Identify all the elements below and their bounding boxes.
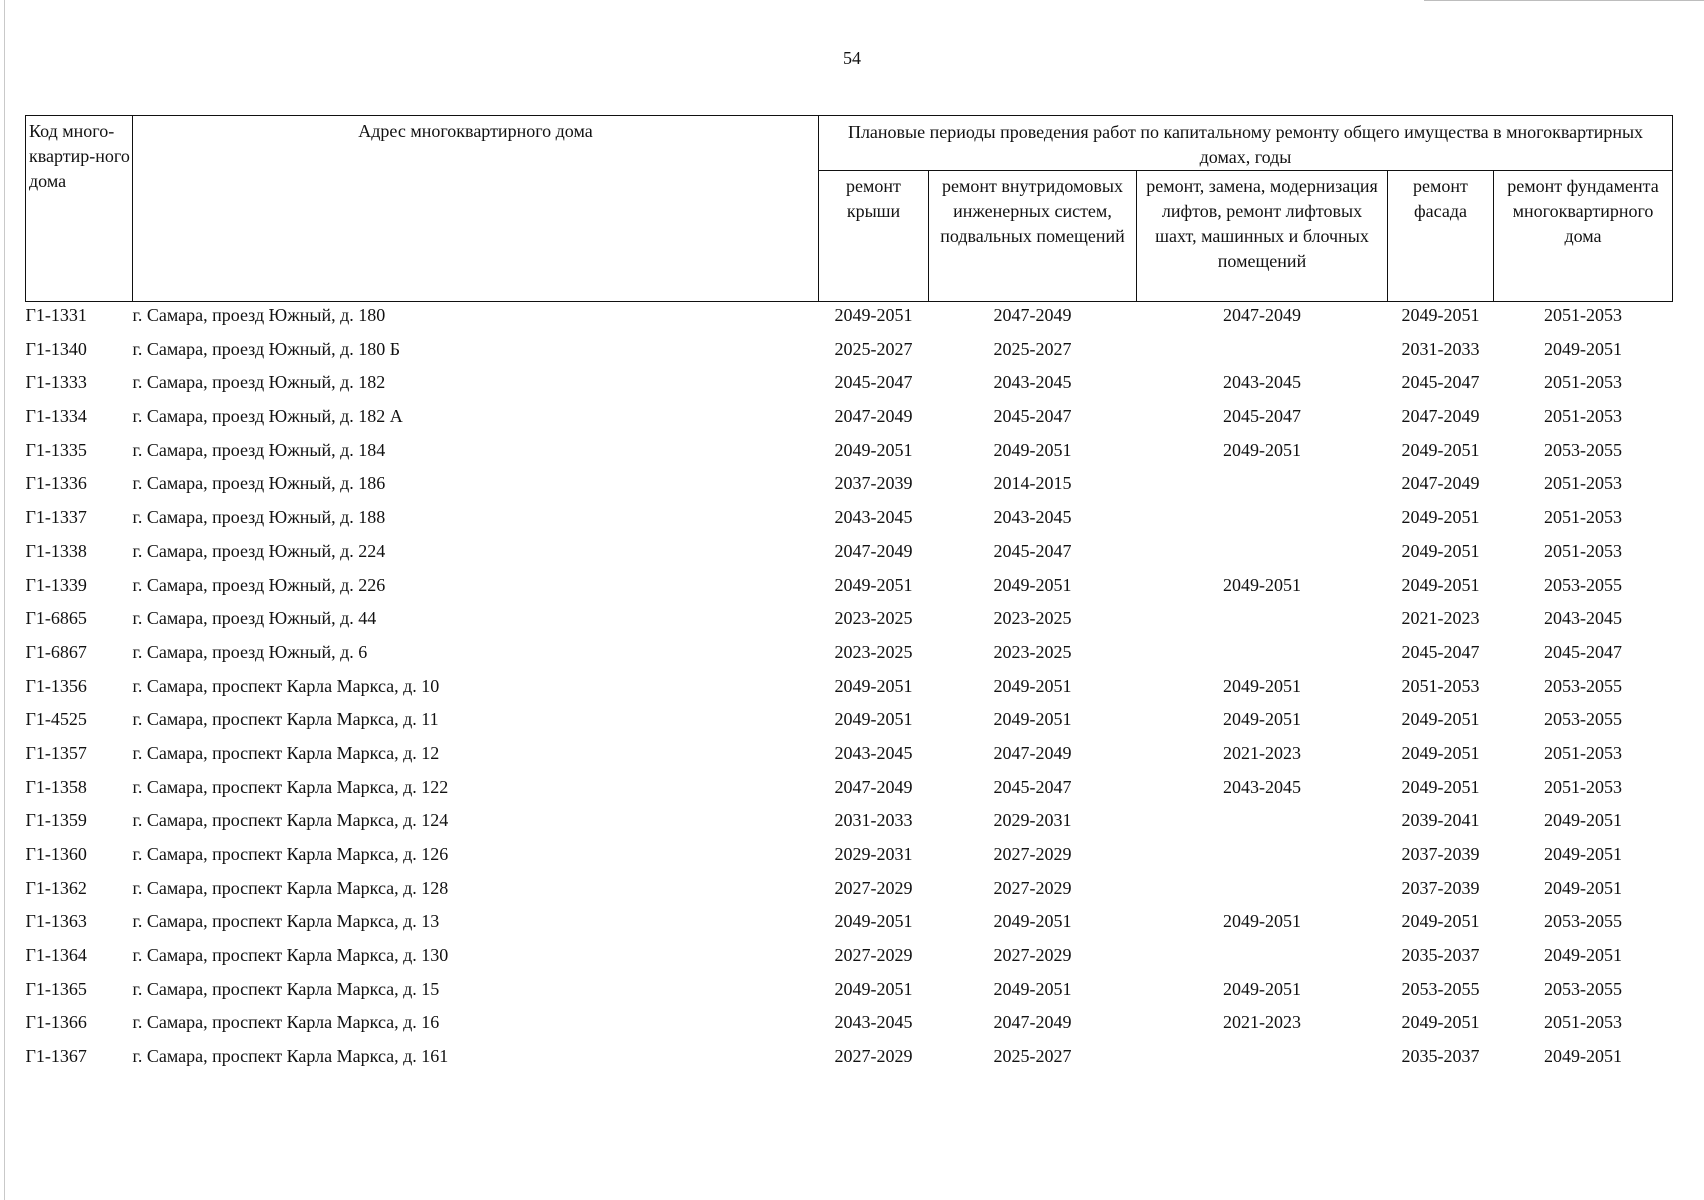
header-planned-periods: Плановые периоды проведения работ по капитальному ремонту общего имущества в многоквартирных домах, годы bbox=[819, 116, 1673, 171]
cell-code: Г1-1356 bbox=[25, 675, 87, 696]
cell-foundation: 2051-2053 bbox=[1544, 406, 1622, 427]
cell-code: Г1-1333 bbox=[25, 372, 87, 393]
cell-facade: 2049-2051 bbox=[1401, 1012, 1480, 1033]
repair-schedule-table bbox=[25, 115, 1673, 1077]
table-row bbox=[26, 841, 1673, 875]
cell-address: г. Самара, проезд Южный, д. 182 А bbox=[132, 406, 403, 427]
cell-address: г. Самара, проспект Карла Маркса, д. 128 bbox=[132, 877, 449, 898]
cell-code: Г1-1337 bbox=[25, 507, 87, 528]
cell-facade: 2047-2049 bbox=[1401, 406, 1480, 427]
table-row bbox=[26, 908, 1673, 942]
cell-roof: 2049-2051 bbox=[834, 574, 913, 595]
cell-code: Г1-1364 bbox=[25, 945, 87, 966]
cell-roof: 2049-2051 bbox=[834, 305, 913, 325]
cell-lifts bbox=[1137, 538, 1388, 572]
cell-lifts: 2049-2051 bbox=[1223, 675, 1301, 696]
cell-code: Г1-1336 bbox=[25, 473, 87, 494]
cell-address: г. Самара, проспект Карла Маркса, д. 130 bbox=[132, 945, 449, 966]
cell-address: г. Самара, проезд Южный, д. 180 bbox=[132, 305, 386, 325]
cell-systems: 2045-2047 bbox=[993, 776, 1072, 797]
cell-foundation: 2049-2051 bbox=[1544, 945, 1622, 966]
page-number: 54 bbox=[843, 48, 861, 68]
cell-systems: 2049-2051 bbox=[993, 439, 1072, 460]
cell-facade: 2049-2051 bbox=[1401, 507, 1480, 528]
cell-systems: 2043-2045 bbox=[993, 507, 1072, 528]
cell-roof: 2027-2029 bbox=[834, 877, 913, 898]
cell-foundation: 2051-2053 bbox=[1544, 776, 1622, 797]
cell-facade: 2035-2037 bbox=[1401, 945, 1480, 966]
table-row bbox=[26, 740, 1673, 774]
cell-facade: 2049-2051 bbox=[1401, 776, 1480, 797]
cell-systems: 2049-2051 bbox=[993, 978, 1072, 999]
cell-lifts: 2043-2045 bbox=[1223, 372, 1301, 393]
cell-code: Г1-1367 bbox=[25, 1046, 87, 1067]
cell-address: г. Самара, проспект Карла Маркса, д. 126 bbox=[132, 844, 449, 864]
cell-roof: 2047-2049 bbox=[834, 540, 913, 561]
cell-address: г. Самара, проспект Карла Маркса, д. 10 bbox=[132, 675, 440, 696]
cell-facade: 2049-2051 bbox=[1401, 540, 1480, 561]
cell-address: г. Самара, проспект Карла Маркса, д. 11 bbox=[132, 709, 439, 730]
scan-top-line bbox=[1424, 0, 1704, 1]
cell-systems: 2027-2029 bbox=[993, 844, 1072, 864]
cell-facade: 2049-2051 bbox=[1401, 439, 1480, 460]
cell-systems: 2049-2051 bbox=[993, 675, 1072, 696]
cell-code: Г1-4525 bbox=[25, 709, 87, 730]
cell-facade: 2049-2051 bbox=[1401, 305, 1480, 325]
cell-roof: 2049-2051 bbox=[834, 439, 913, 460]
cell-code: Г1-1338 bbox=[25, 540, 87, 561]
scan-left-edge bbox=[4, 0, 5, 1200]
cell-lifts: 2045-2047 bbox=[1223, 406, 1301, 427]
header-lifts: ремонт, замена, модернизация лифтов, ремонт лифтовых шахт, машинных и блочных помещений bbox=[1137, 171, 1388, 302]
cell-foundation: 2049-2051 bbox=[1544, 1046, 1622, 1067]
cell-address: г. Самара, проезд Южный, д. 224 bbox=[132, 540, 386, 561]
cell-lifts bbox=[1137, 639, 1388, 673]
cell-foundation: 2051-2053 bbox=[1544, 372, 1622, 393]
cell-facade: 2051-2053 bbox=[1401, 675, 1480, 696]
cell-code: Г1-1357 bbox=[25, 742, 87, 763]
cell-address: г. Самара, проспект Карла Маркса, д. 161 bbox=[132, 1046, 449, 1067]
cell-lifts bbox=[1137, 875, 1388, 909]
cell-code: Г1-6867 bbox=[25, 641, 87, 662]
cell-foundation: 2049-2051 bbox=[1544, 877, 1622, 898]
cell-facade: 2049-2051 bbox=[1401, 574, 1480, 595]
cell-foundation: 2049-2051 bbox=[1544, 338, 1622, 359]
cell-systems: 2049-2051 bbox=[993, 709, 1072, 730]
cell-code: Г1-1340 bbox=[25, 338, 87, 359]
cell-facade: 2037-2039 bbox=[1401, 877, 1480, 898]
cell-facade: 2045-2047 bbox=[1401, 372, 1480, 393]
cell-code: Г1-1362 bbox=[25, 877, 87, 898]
table-row bbox=[26, 1043, 1673, 1077]
cell-code: Г1-1339 bbox=[25, 574, 87, 595]
cell-systems: 2045-2047 bbox=[993, 540, 1072, 561]
cell-lifts bbox=[1137, 336, 1388, 370]
cell-code: Г1-1334 bbox=[25, 406, 87, 427]
cell-facade: 2049-2051 bbox=[1401, 911, 1480, 932]
table-body bbox=[26, 302, 1673, 1077]
cell-address: г. Самара, проезд Южный, д. 182 bbox=[132, 372, 386, 393]
table-row bbox=[26, 403, 1673, 437]
cell-facade: 2047-2049 bbox=[1401, 473, 1480, 494]
cell-facade: 2039-2041 bbox=[1401, 810, 1480, 831]
table-row bbox=[26, 470, 1673, 504]
cell-address: г. Самара, проезд Южный, д. 226 bbox=[132, 574, 386, 595]
cell-systems: 2047-2049 bbox=[993, 1012, 1072, 1033]
cell-foundation: 2051-2053 bbox=[1544, 540, 1622, 561]
cell-lifts bbox=[1137, 807, 1388, 841]
cell-systems: 2047-2049 bbox=[993, 742, 1072, 763]
cell-systems: 2025-2027 bbox=[993, 338, 1072, 359]
table-row bbox=[26, 942, 1673, 976]
cell-code: Г1-1365 bbox=[25, 978, 87, 999]
cell-foundation: 2053-2055 bbox=[1544, 911, 1622, 932]
cell-roof: 2025-2027 bbox=[834, 338, 913, 359]
cell-address: г. Самара, проезд Южный, д. 6 bbox=[132, 641, 368, 662]
cell-foundation: 2051-2053 bbox=[1544, 742, 1622, 763]
table-row bbox=[26, 774, 1673, 808]
cell-lifts bbox=[1137, 605, 1388, 639]
cell-facade: 2035-2037 bbox=[1401, 1046, 1480, 1067]
cell-lifts: 2049-2051 bbox=[1223, 978, 1301, 999]
cell-systems: 2023-2025 bbox=[993, 641, 1072, 662]
cell-facade: 2037-2039 bbox=[1401, 844, 1480, 864]
table-row bbox=[26, 437, 1673, 471]
cell-roof: 2047-2049 bbox=[834, 776, 913, 797]
cell-roof: 2049-2051 bbox=[834, 978, 913, 999]
table-row bbox=[26, 504, 1673, 538]
table-row bbox=[26, 302, 1673, 336]
cell-roof: 2049-2051 bbox=[834, 675, 913, 696]
cell-foundation: 2051-2053 bbox=[1544, 1012, 1622, 1033]
cell-address: г. Самара, проспект Карла Маркса, д. 122 bbox=[132, 776, 449, 797]
cell-code: Г1-1359 bbox=[25, 810, 87, 831]
cell-lifts: 2049-2051 bbox=[1223, 439, 1301, 460]
cell-foundation: 2051-2053 bbox=[1544, 305, 1622, 325]
cell-facade: 2049-2051 bbox=[1401, 709, 1480, 730]
cell-lifts: 2049-2051 bbox=[1223, 709, 1301, 730]
cell-lifts bbox=[1137, 504, 1388, 538]
cell-address: г. Самара, проспект Карла Маркса, д. 124 bbox=[132, 810, 449, 831]
cell-address: г. Самара, проезд Южный, д. 44 bbox=[132, 608, 377, 629]
cell-lifts: 2021-2023 bbox=[1223, 1012, 1301, 1033]
cell-roof: 2043-2045 bbox=[834, 742, 913, 763]
cell-foundation: 2051-2053 bbox=[1544, 473, 1622, 494]
table-row bbox=[26, 1009, 1673, 1043]
cell-foundation: 2053-2055 bbox=[1544, 709, 1622, 730]
header-roof: ремонт крыши bbox=[819, 171, 929, 302]
cell-foundation: 2045-2047 bbox=[1544, 641, 1622, 662]
table-row bbox=[26, 572, 1673, 606]
cell-code: Г1-1331 bbox=[25, 305, 87, 325]
cell-code: Г1-1360 bbox=[25, 844, 87, 864]
cell-systems: 2025-2027 bbox=[993, 1046, 1072, 1067]
table-row bbox=[26, 336, 1673, 370]
cell-systems: 2029-2031 bbox=[993, 810, 1072, 831]
table-row bbox=[26, 706, 1673, 740]
cell-lifts: 2049-2051 bbox=[1223, 911, 1301, 932]
cell-roof: 2023-2025 bbox=[834, 641, 913, 662]
cell-foundation: 2049-2051 bbox=[1544, 844, 1622, 864]
cell-code: Г1-1366 bbox=[25, 1012, 87, 1033]
cell-systems: 2027-2029 bbox=[993, 877, 1072, 898]
cell-systems: 2049-2051 bbox=[993, 911, 1072, 932]
table-row bbox=[26, 639, 1673, 673]
cell-roof: 2043-2045 bbox=[834, 1012, 913, 1033]
cell-foundation: 2053-2055 bbox=[1544, 439, 1622, 460]
cell-address: г. Самара, проезд Южный, д. 180 Б bbox=[132, 338, 401, 359]
table-row bbox=[26, 976, 1673, 1010]
header-code: Код много-квартир-ного дома bbox=[26, 116, 133, 302]
cell-facade: 2049-2051 bbox=[1401, 742, 1480, 763]
cell-roof: 2049-2051 bbox=[834, 911, 913, 932]
cell-foundation: 2053-2055 bbox=[1544, 675, 1622, 696]
cell-systems: 2045-2047 bbox=[993, 406, 1072, 427]
cell-lifts bbox=[1137, 841, 1388, 875]
cell-systems: 2047-2049 bbox=[993, 305, 1072, 325]
cell-foundation: 2049-2051 bbox=[1544, 810, 1622, 831]
cell-facade: 2021-2023 bbox=[1401, 608, 1480, 629]
cell-foundation: 2043-2045 bbox=[1544, 608, 1622, 629]
cell-roof: 2047-2049 bbox=[834, 406, 913, 427]
cell-address: г. Самара, проезд Южный, д. 184 bbox=[132, 439, 386, 460]
header-systems: ремонт внутридомовых инженерных систем, подвальных помещений bbox=[929, 171, 1137, 302]
cell-address: г. Самара, проспект Карла Маркса, д. 13 bbox=[132, 911, 440, 932]
cell-foundation: 2051-2053 bbox=[1544, 507, 1622, 528]
cell-lifts: 2021-2023 bbox=[1223, 742, 1301, 763]
cell-facade: 2053-2055 bbox=[1401, 978, 1480, 999]
cell-systems: 2023-2025 bbox=[993, 608, 1072, 629]
cell-roof: 2045-2047 bbox=[834, 372, 913, 393]
cell-foundation: 2053-2055 bbox=[1544, 574, 1622, 595]
table-row bbox=[26, 875, 1673, 909]
cell-foundation: 2053-2055 bbox=[1544, 978, 1622, 999]
cell-lifts: 2047-2049 bbox=[1223, 305, 1301, 325]
table-row bbox=[26, 807, 1673, 841]
cell-systems: 2014-2015 bbox=[993, 473, 1072, 494]
table-row bbox=[26, 605, 1673, 639]
cell-code: Г1-6865 bbox=[25, 608, 87, 629]
cell-roof: 2043-2045 bbox=[834, 507, 913, 528]
header-address: Адрес многоквартирного дома bbox=[133, 116, 819, 302]
table-row bbox=[26, 673, 1673, 707]
table-row bbox=[26, 369, 1673, 403]
cell-lifts bbox=[1137, 1043, 1388, 1077]
cell-systems: 2043-2045 bbox=[993, 372, 1072, 393]
header-foundation: ремонт фундамента многоквартирного дома bbox=[1494, 171, 1673, 302]
cell-address: г. Самара, проспект Карла Маркса, д. 16 bbox=[132, 1012, 440, 1033]
table-row bbox=[26, 538, 1673, 572]
cell-lifts bbox=[1137, 470, 1388, 504]
table-header bbox=[26, 116, 1673, 302]
cell-facade: 2031-2033 bbox=[1401, 338, 1480, 359]
cell-code: Г1-1335 bbox=[25, 439, 87, 460]
cell-roof: 2027-2029 bbox=[834, 945, 913, 966]
cell-lifts bbox=[1137, 942, 1388, 976]
cell-roof: 2023-2025 bbox=[834, 608, 913, 629]
cell-code: Г1-1363 bbox=[25, 911, 87, 932]
cell-lifts: 2049-2051 bbox=[1223, 574, 1301, 595]
cell-address: г. Самара, проезд Южный, д. 186 bbox=[132, 473, 386, 494]
cell-roof: 2037-2039 bbox=[834, 473, 913, 494]
header-facade: ремонт фасада bbox=[1388, 171, 1494, 302]
cell-lifts: 2043-2045 bbox=[1223, 776, 1301, 797]
cell-systems: 2049-2051 bbox=[993, 574, 1072, 595]
cell-roof: 2049-2051 bbox=[834, 709, 913, 730]
cell-roof: 2031-2033 bbox=[834, 810, 913, 831]
cell-address: г. Самара, проезд Южный, д. 188 bbox=[132, 507, 386, 528]
cell-address: г. Самара, проспект Карла Маркса, д. 12 bbox=[132, 742, 440, 763]
cell-address: г. Самара, проспект Карла Маркса, д. 15 bbox=[132, 978, 440, 999]
header-row-top bbox=[26, 116, 1673, 171]
cell-roof: 2027-2029 bbox=[834, 1046, 913, 1067]
cell-facade: 2045-2047 bbox=[1401, 641, 1480, 662]
cell-code: Г1-1358 bbox=[25, 776, 87, 797]
cell-roof: 2029-2031 bbox=[834, 844, 913, 864]
cell-systems: 2027-2029 bbox=[993, 945, 1072, 966]
